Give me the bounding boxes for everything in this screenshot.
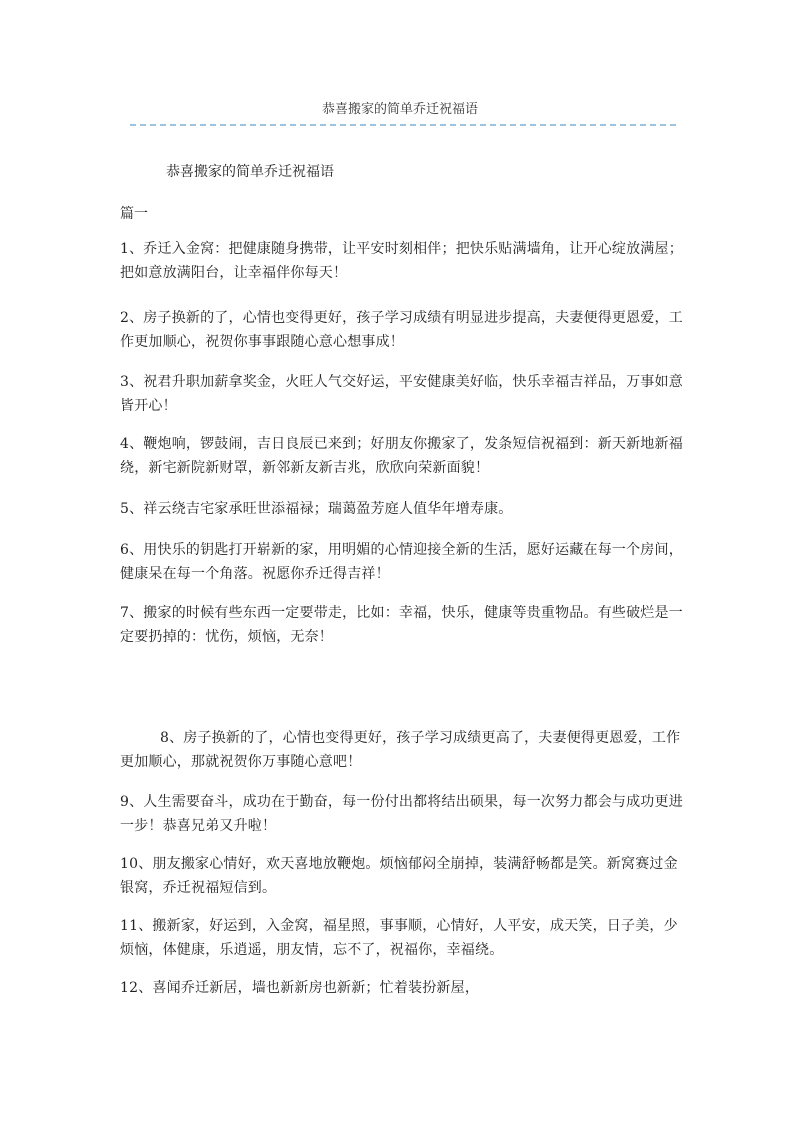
paragraph-12: 12、喜闻乔迁新居，墙也新新房也新新；忙着装扮新屋， [120, 980, 480, 996]
paragraph-3: 3、祝君升职加薪拿奖金，火旺人气交好运，平安健康美好临，快乐幸福吉祥品，万事如意皆开心！ [120, 374, 683, 414]
header-title: 恭喜搬家的简单乔迁祝福语 [321, 102, 478, 117]
paragraph-4: 4、鞭炮响，锣鼓闹，吉日良辰已来到；好朋友你搬家了，发条短信祝福到：新天新地新福绕，新宅新院新财罩，新邻新友新吉兆，欣欣向荣新面貌！ [120, 436, 683, 476]
header-divider [130, 124, 676, 126]
paragraph-2: 2、房子换新的了，心情也变得更好，孩子学习成绩有明显进步提高，夫妻便得更恩爱，工作更加顺心，祝贺你事事跟随心意心想事成！ [120, 310, 683, 350]
paragraph-6: 6、用快乐的钥匙打开崭新的家，用明媚的心情迎接全新的生活，愿好运藏在每一个房间，健康呆在每一个角落。祝愿你乔迁得吉祥！ [120, 542, 683, 582]
paragraph-5: 5、祥云绕吉宅家承旺世添福禄；瑞蔼盈芳庭人值华年增寿康。 [120, 501, 513, 517]
paragraph-11: 11、搬新家，好运到，入金窝，福星照，事事顺，心情好，人平安，成天笑，日子美，少烦恼，体健康，乐逍遥，朋友情，忘不了，祝福你，幸福绕。 [120, 918, 678, 958]
paragraph-8: 8、房子换新的了，心情也变得更好，孩子学习成绩更高了，夫妻便得更恩爱，工作更加顺心，那就祝贺你万事随心意吧！ [120, 730, 681, 770]
paragraph-9: 9、人生需要奋斗，成功在于勤奋，每一份付出都将结出硕果，每一次努力都会与成功更进一步！恭喜兄弟又升啦！ [120, 794, 683, 834]
paragraph-7: 7、搬家的时候有些东西一定要带走，比如：幸福，快乐，健康等贵重物品。有些破烂是一定要扔掉的：忧伤，烦恼，无奈！ [120, 605, 683, 645]
paragraph-1: 1、乔迁入金窝：把健康随身携带，让平安时刻相伴；把快乐贴满墙角，让开心绽放满屋；把如意放满阳台，让幸福伴你每天！ [120, 241, 683, 281]
document-title: 恭喜搬家的简单乔迁祝福语 [166, 164, 334, 180]
section-label: 篇一 [120, 206, 148, 222]
paragraph-10: 10、朋友搬家心情好，欢天喜地放鞭炮。烦恼郁闷全崩掉，装满舒畅都是笑。新窝赛过金银窝，乔迁祝福短信到。 [120, 856, 678, 896]
